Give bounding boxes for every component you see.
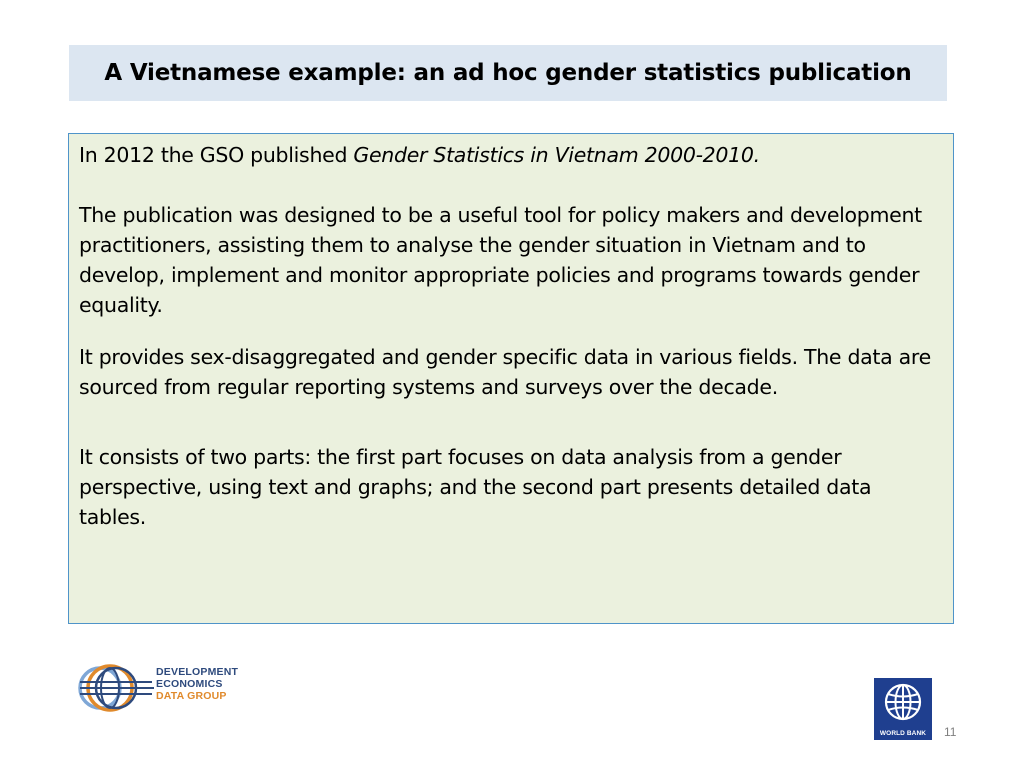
paragraph-publication-text: In 2012 the GSO published — [79, 143, 354, 167]
paragraph-data-sources: It provides sex-disaggregated and gender specific data in various fields. The data are sourced from regular reporting systems and surveys over the decade. — [79, 345, 931, 399]
paragraph-publication — [79, 140, 943, 170]
development-economics-data-group-logo — [76, 660, 286, 716]
paragraph-structure: It consists of two parts: the first part focuses on data analysis from a gender perspective, using text and graphs; and the second part presents detailed data tables. — [79, 445, 872, 529]
slide-title: A Vietnamese example: an ad hoc gender statistics publication — [104, 60, 912, 86]
title-bar — [69, 45, 947, 101]
world-bank-label: WORLD BANK — [879, 730, 927, 737]
deg-line-1: DEVELOPMENT ECONOMICS — [156, 666, 239, 690]
page-number: 11 — [944, 725, 957, 739]
publication-title: Gender Statistics in Vietnam 2000-2010. — [353, 143, 760, 167]
deg-line-2: DATA GROUP — [156, 690, 227, 702]
world-bank-globe-icon — [874, 678, 932, 728]
world-bank-logo — [874, 678, 932, 740]
deg-wordmark — [156, 666, 286, 702]
paragraph-purpose: The publication was designed to be a useful tool for policy makers and development practitioners, assisting them to analyse the gender situation in Vietnam and to develop, implement and monitor appropriate policies and programs towards gender equality. — [79, 203, 922, 317]
content-box — [68, 133, 954, 624]
deg-globe-icon — [76, 660, 156, 716]
